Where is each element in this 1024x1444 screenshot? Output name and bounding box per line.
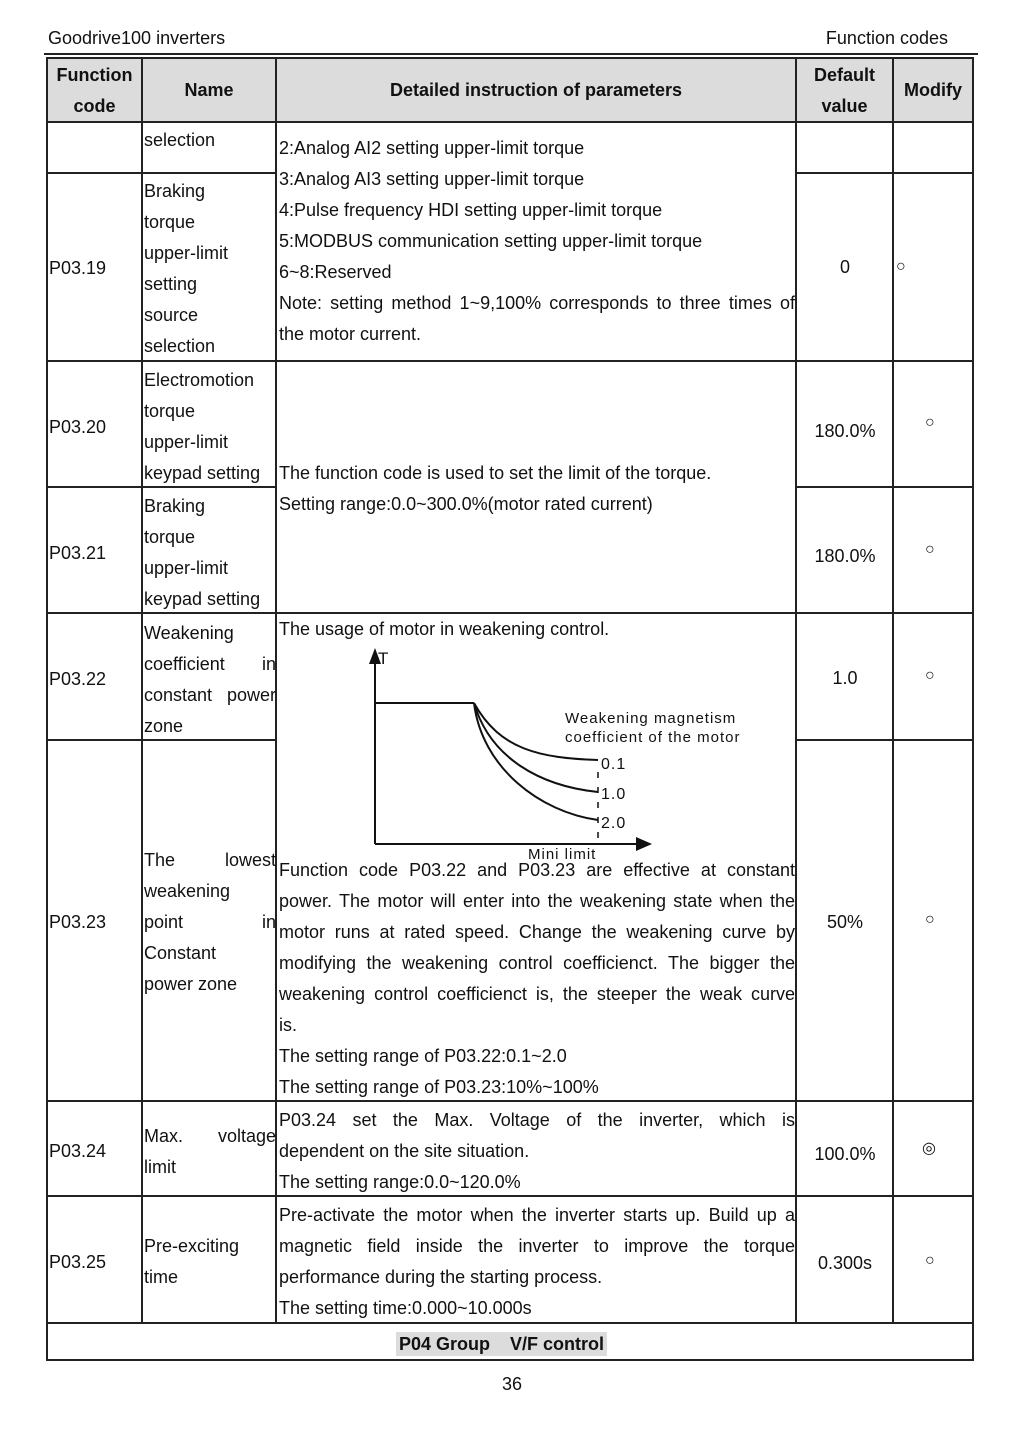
cont-row-desc: 2:Analog AI2 setting upper-limit torque (279, 138, 585, 158)
modify-p0325-icon: ○ (925, 1252, 935, 1269)
desc-p0319: 3:Analog AI3 setting upper-limit torque 4:Pulse frequency HDI setting upper-limit torque 5:MODBUS communication setting upper-limit torque 6~8:Reserved Note: setting method 1~9,100% corresponds to three times of the motor current. (279, 169, 795, 344)
diagram-x-arrow (636, 837, 652, 851)
col-header-modify: Modify (904, 80, 962, 100)
code-p0319: P03.19 (49, 258, 107, 278)
desc-p0324: P03.24 set the Max. Voltage of the inverter, which is dependent on the site situation. The setting range:0.0~120.0% (279, 1110, 795, 1192)
desc-p0322-p0323: Function code P03.22 and P03.23 are effective at constant power. The motor will enter into the weakening state when the motor runs at rated speed. Change the weakening curve by modifying the weakening control coefficienct. The bigger the weakening control coefficienct is, the steeper the weak curve is. The setting range of P03.22:0.1~2.0 The setting range of P03.23:10%~100% (279, 860, 795, 1097)
default-p0319: 0 (839, 257, 850, 277)
col-header-default-value: Default value (813, 65, 875, 116)
name-p0323: The lowest weakening point in Constant power zone (144, 850, 276, 994)
modify-p0321-icon: ○ (925, 541, 935, 558)
diagram-legend-line2: coefficient of the motor (565, 729, 741, 746)
page-header-left: Goodrive100 inverters (48, 28, 226, 48)
col-header-function-code: Function code (56, 65, 133, 116)
modify-p0322-icon: ○ (925, 667, 935, 684)
default-p0320: 180.0% (814, 421, 876, 441)
code-p0325: P03.25 (49, 1252, 107, 1272)
name-p0320: Electromotion torque upper-limit keypad setting (144, 370, 261, 483)
weakening-curve-diagram (340, 640, 741, 865)
name-p0322: Weakening coefficient in constant power zone (144, 623, 276, 736)
code-p0321: P03.21 (49, 543, 107, 563)
cont-row-name: selection (144, 130, 216, 150)
diagram-label-1-0: 1.0 (601, 786, 627, 803)
diagram-axis-t-label: T (378, 649, 389, 668)
default-p0322: 1.0 (832, 668, 858, 688)
col-header-name: Name (184, 80, 234, 100)
desc-p0325: Pre-activate the motor when the inverter starts up. Build up a magnetic field inside the inverter to improve the torque performance during the starting process. The setting time:0.000~10.000s (279, 1205, 795, 1318)
default-p0321: 180.0% (814, 546, 876, 566)
name-p0319: Braking torque upper-limit setting source selection (144, 181, 229, 356)
diagram-legend-line1: Weakening magnetism (565, 710, 737, 727)
diagram-label-2-0: 2.0 (601, 815, 627, 832)
modify-p0319-icon: ○ (896, 258, 906, 275)
desc-p0322-intro: The usage of motor in weakening control. (279, 619, 610, 639)
page-number: 36 (501, 1374, 523, 1394)
page-header-right: Function codes (825, 28, 948, 48)
default-p0323: 50% (826, 912, 864, 932)
diagram-x-label: Mini limit (528, 846, 597, 863)
code-p0322: P03.22 (49, 669, 107, 689)
diagram-label-0-1: 0.1 (601, 756, 627, 773)
name-p0321: Braking torque upper-limit keypad setting (144, 496, 261, 609)
name-p0324: Max. voltage limit (144, 1126, 276, 1177)
default-p0324: 100.0% (814, 1144, 876, 1164)
name-p0325: Pre-exciting time (144, 1236, 240, 1287)
code-p0323: P03.23 (49, 912, 107, 932)
code-p0324: P03.24 (49, 1141, 107, 1161)
code-p0320: P03.20 (49, 417, 107, 437)
modify-p0324-icon: ◎ (922, 1140, 936, 1157)
modify-p0320-icon: ○ (925, 414, 935, 431)
modify-p0323-icon: ○ (925, 911, 935, 928)
header-rule (44, 53, 978, 55)
desc-p0320-p0321: The function code is used to set the limit of the torque. Setting range:0.0~300.0%(motor rated current) (279, 463, 712, 514)
group-heading-p04: P04 Group V/F control (396, 1332, 607, 1356)
default-p0325: 0.300s (817, 1253, 873, 1273)
col-header-detailed-instruction: Detailed instruction of parameters (389, 80, 683, 100)
